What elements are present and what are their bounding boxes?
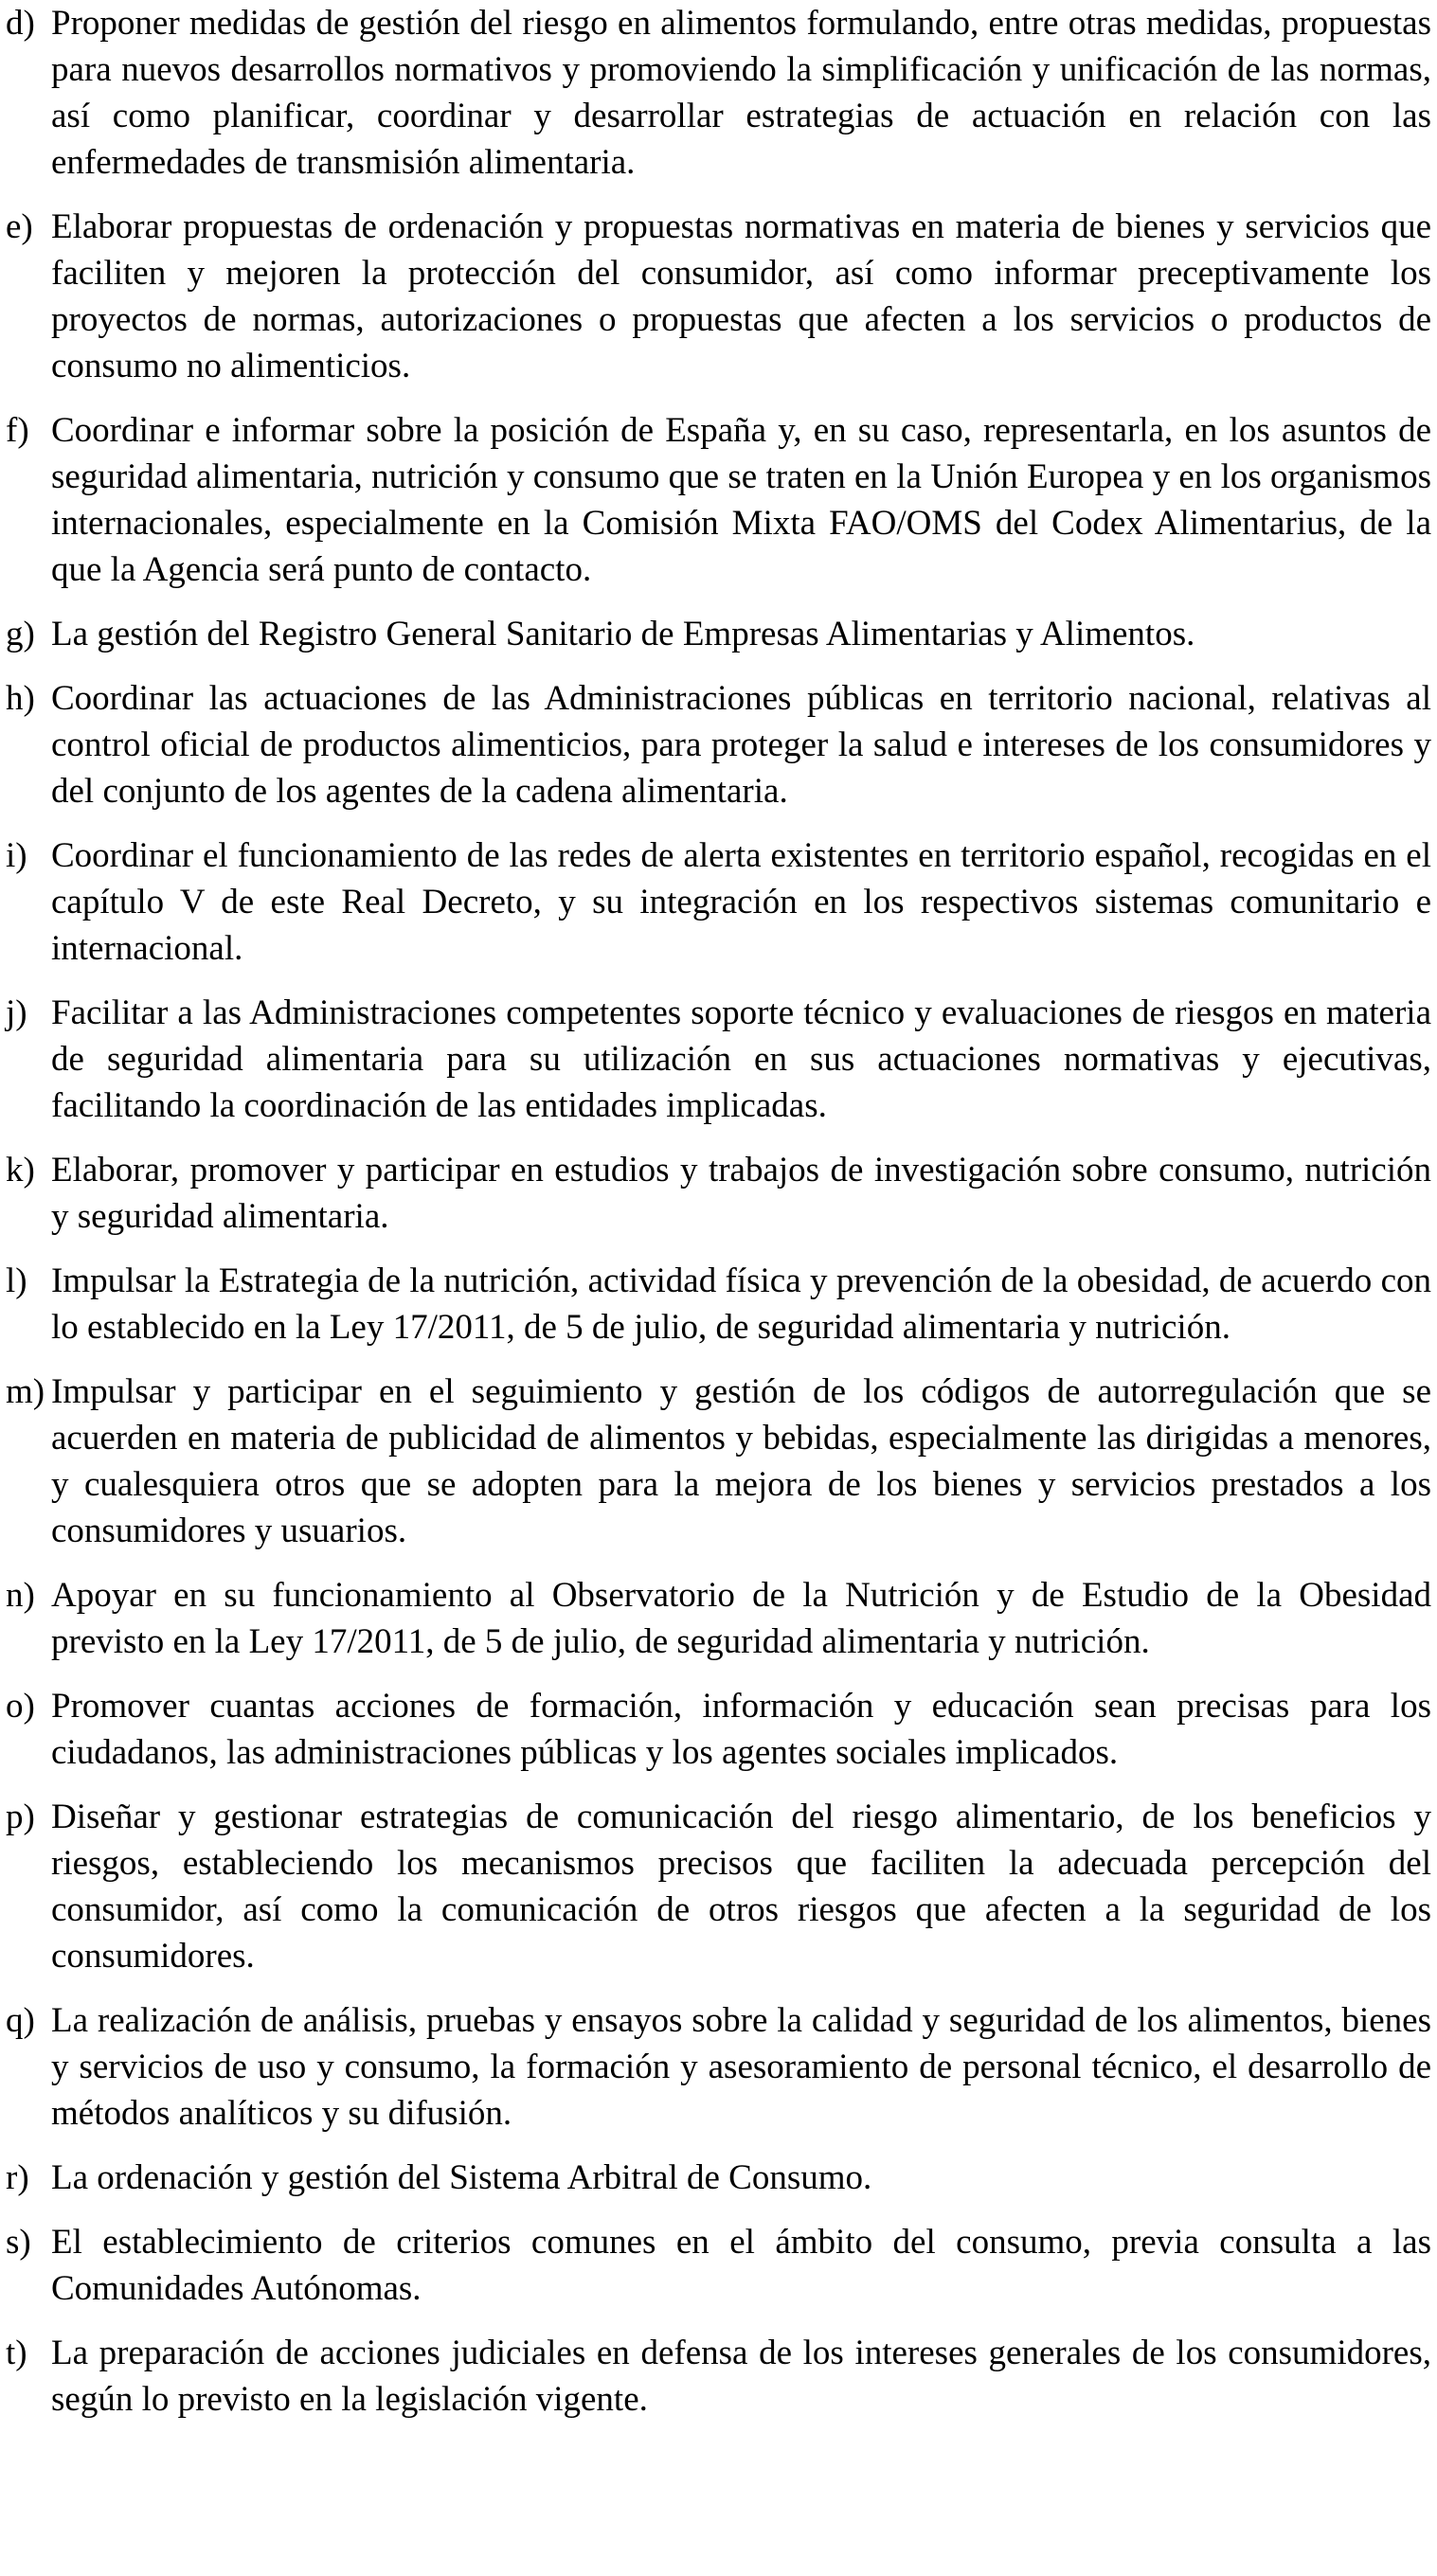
list-marker: o) (6, 1687, 35, 1726)
list-item-text: Impulsar la Estrategia de la nutrición, actividad física y prevención de la obesidad, de acuerdo con lo establecido en la Ley 17/2011, de 5 de julio, de seguridad alimentaria y nutrición. (51, 1261, 1431, 1347)
list-marker: f) (6, 411, 29, 450)
list-item-text: La gestión del Registro General Sanitario de Empresas Alimentarias y Alimentos. (51, 615, 1195, 653)
list-item-p (6, 1794, 1431, 1979)
list-item-n (6, 1572, 1431, 1665)
list-item-text: Elaborar, promover y participar en estudios y trabajos de investigación sobre consumo, nutrición y seguridad alimentaria. (51, 1151, 1431, 1236)
list-item-text: La ordenación y gestión del Sistema Arbitral de Consumo. (51, 2158, 872, 2197)
list-marker: p) (6, 1798, 35, 1836)
list-marker: m) (6, 1372, 45, 1411)
list-item-text: Coordinar e informar sobre la posición de España y, en su caso, representarla, en los asuntos de seguridad alimentaria, nutrición y consumo que se traten en la Unión Europea y en los organismos internacionales, especialmente en la Comisión Mixta FAO/OMS del Codex Alimentarius, de la que la Agencia será punto de contacto. (51, 411, 1431, 589)
list-item-text: Coordinar las actuaciones de las Administraciones públicas en territorio nacional, relativas al control oficial de productos alimenticios, para proteger la salud e intereses de los consumidores y del conjunto de los agentes de la cadena alimentaria. (51, 679, 1431, 811)
list-item-text: Diseñar y gestionar estrategias de comunicación del riesgo alimentario, de los beneficios y riesgos, estableciendo los mecanismos precisos que faciliten la adecuada percepción del consumidor, así como la comunicación de otros riesgos que afecten a la seguridad de los consumidores. (51, 1798, 1431, 1976)
list-item-text: La preparación de acciones judiciales en defensa de los intereses generales de los consumidores, según lo previsto en la legislación vigente. (51, 2334, 1431, 2419)
list-marker: d) (6, 4, 35, 43)
list-marker: e) (6, 207, 33, 246)
list-item-text: Facilitar a las Administraciones competentes soporte técnico y evaluaciones de riesgos en materia de seguridad alimentaria para su utilización en sus actuaciones normativas y ejecutivas, facilitando la coordinación de las entidades implicadas. (51, 993, 1431, 1125)
list-item-r (6, 2155, 1431, 2201)
list-item-text: Promover cuantas acciones de formación, información y educación sean precisas para los ciudadanos, las administraciones públicas y los agentes sociales implicados. (51, 1687, 1431, 1772)
list-marker: s) (6, 2223, 31, 2262)
list-item-t (6, 2330, 1431, 2423)
list-marker: n) (6, 1576, 35, 1615)
list-item-m (6, 1368, 1431, 1554)
list-marker: j) (6, 993, 27, 1032)
list-item-text: Proponer medidas de gestión del riesgo en alimentos formulando, entre otras medidas, propuestas para nuevos desarrollos normativos y promoviendo la simplificación y unificación de las normas, así como planificar, coordinar y desarrollar estrategias de actuación en relación con las enfermedades de transmisión alimentaria. (51, 4, 1431, 182)
list-marker: t) (6, 2334, 27, 2372)
list-item-text: Impulsar y participar en el seguimiento y gestión de los códigos de autorregulación que se acuerden en materia de publicidad de alimentos y bebidas, especialmente las dirigidas a menores, y cualesquiera otros que se adopten para la mejora de los bienes y servicios prestados a los consumidores y usuarios. (51, 1372, 1431, 1550)
list-item-text: La realización de análisis, pruebas y ensayos sobre la calidad y seguridad de los alimentos, bienes y servicios de uso y consumo, la formación y asesoramiento de personal técnico, el desarrollo de métodos analíticos y su difusión. (51, 2001, 1431, 2133)
list-item-q (6, 1997, 1431, 2137)
list-item-j (6, 990, 1431, 1129)
list-marker: r) (6, 2158, 29, 2197)
list-marker: i) (6, 836, 27, 875)
list-item-l (6, 1258, 1431, 1351)
list-item-text: Coordinar el funcionamiento de las redes de alerta existentes en territorio español, recogidas en el capítulo V de este Real Decreto, y su integración en los respectivos sistemas comunitario e internacional. (51, 836, 1431, 968)
list-item-s (6, 2219, 1431, 2312)
list-marker: h) (6, 679, 35, 718)
list-item-d (6, 0, 1431, 186)
list-item-e (6, 204, 1431, 389)
list-marker: k) (6, 1151, 35, 1190)
list-item-i (6, 832, 1431, 972)
list-item-text: Apoyar en su funcionamiento al Observatorio de la Nutrición y de Estudio de la Obesidad previsto en la Ley 17/2011, de 5 de julio, de seguridad alimentaria y nutrición. (51, 1576, 1431, 1661)
list-marker: g) (6, 615, 35, 653)
list-item-f (6, 407, 1431, 593)
list-item-h (6, 675, 1431, 814)
list-marker: l) (6, 1261, 27, 1300)
list-item-text: El establecimiento de criterios comunes en el ámbito del consumo, previa consulta a las Comunidades Autónomas. (51, 2223, 1431, 2308)
list-item-text: Elaborar propuestas de ordenación y propuestas normativas en materia de bienes y servicios que faciliten y mejoren la protección del consumidor, así como informar preceptivamente los proyectos de normas, autorizaciones o propuestas que afecten a los servicios o productos de consumo no alimenticios. (51, 207, 1431, 385)
list-item-o (6, 1683, 1431, 1776)
list-marker: q) (6, 2001, 35, 2040)
list-item-k (6, 1147, 1431, 1240)
list-item-g (6, 611, 1431, 657)
